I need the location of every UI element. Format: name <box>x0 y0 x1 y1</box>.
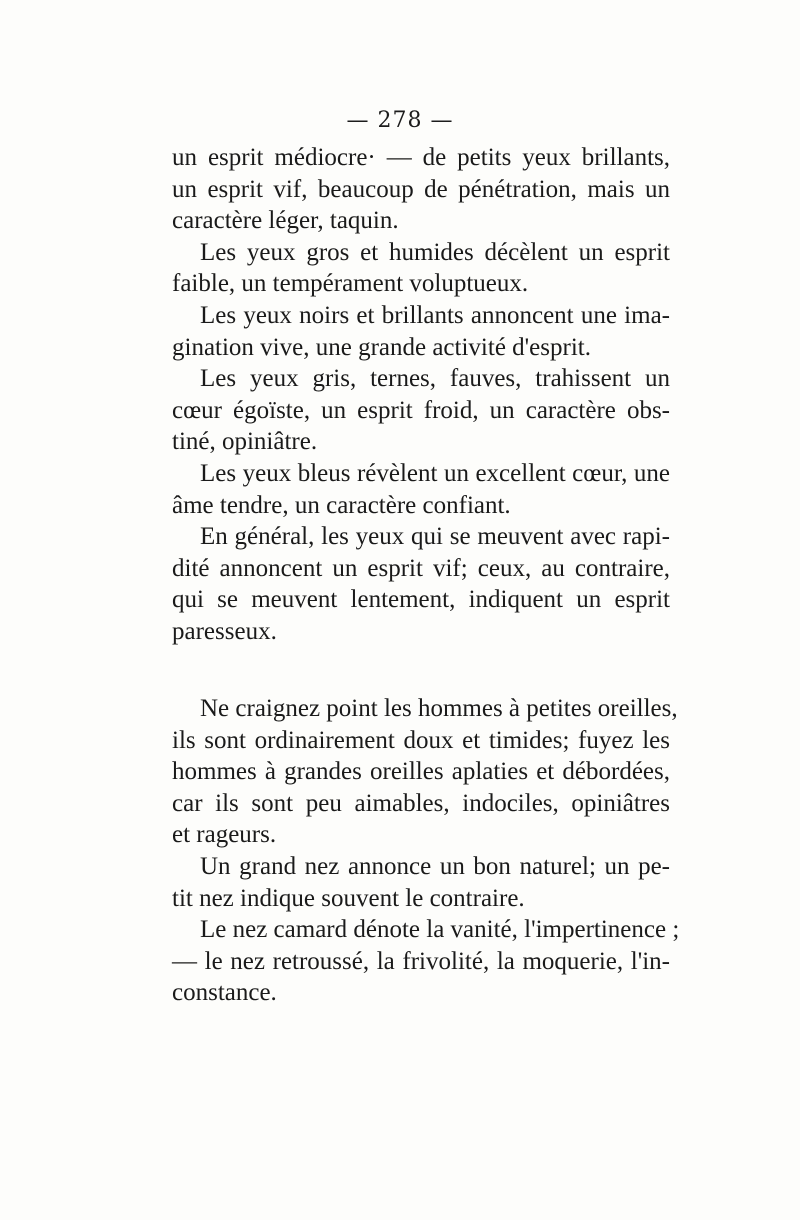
text-line: Ne craignez point les hommes à petites oreilles, <box>200 695 678 722</box>
text-line: caractère léger, taquin. <box>172 207 399 235</box>
text-line: Les yeux bleus révèlent un excellent cœur, une <box>200 459 670 487</box>
text-line: tiné, opiniâtre. <box>172 428 318 456</box>
text-line: ils sont ordinairement doux et timides; fuyez les <box>172 726 670 754</box>
text-line: qui se meuvent lentement, indiquent un esprit <box>172 586 670 614</box>
text-line: âme tendre, un caractère confiant. <box>172 491 511 519</box>
text-line: un esprit vif, beaucoup de pénétration, mais un <box>172 175 670 203</box>
text-line: Le nez camard dénote la vanité, l'impertinence ; <box>200 916 680 944</box>
text-line: un esprit médiocre· — de petits yeux brillants, <box>172 144 670 171</box>
page-number: — 278 — <box>346 108 454 133</box>
text-line: — le nez retroussé, la frivolité, la moquerie, l'in- <box>172 947 670 975</box>
text-line: gination vive, une grande activité d'esprit. <box>172 333 591 361</box>
text-line: constance. <box>172 979 277 1007</box>
text-line: paresseux. <box>172 617 277 645</box>
text-block-ears-nose <box>172 693 680 1009</box>
text-line: car ils sont peu aimables, indociles, opiniâtres <box>172 789 670 817</box>
text-line: Les yeux gris, ternes, fauves, trahissent un <box>200 365 670 393</box>
text-line: En général, les yeux qui se meuvent avec rapi- <box>200 523 670 551</box>
text-line: Un grand nez annonce un bon naturel; un pe- <box>200 852 670 880</box>
text-line: tit nez indique souvent le contraire. <box>172 884 525 912</box>
text-block-eyes <box>172 142 670 648</box>
text-line: Les yeux noirs et brillants annoncent une ima- <box>200 301 670 329</box>
text-line: dité annoncent un esprit vif; ceux, au contraire, <box>172 554 670 582</box>
text-line: cœur égoïste, un esprit froid, un caractère obs- <box>172 396 670 424</box>
text-line: Les yeux gros et humides décèlent un esprit <box>200 238 670 266</box>
text-line: et rageurs. <box>172 821 277 849</box>
text-line: faible, un tempérament voluptueux. <box>172 270 529 298</box>
text-line: hommes à grandes oreilles aplaties et débordées, <box>172 758 670 786</box>
